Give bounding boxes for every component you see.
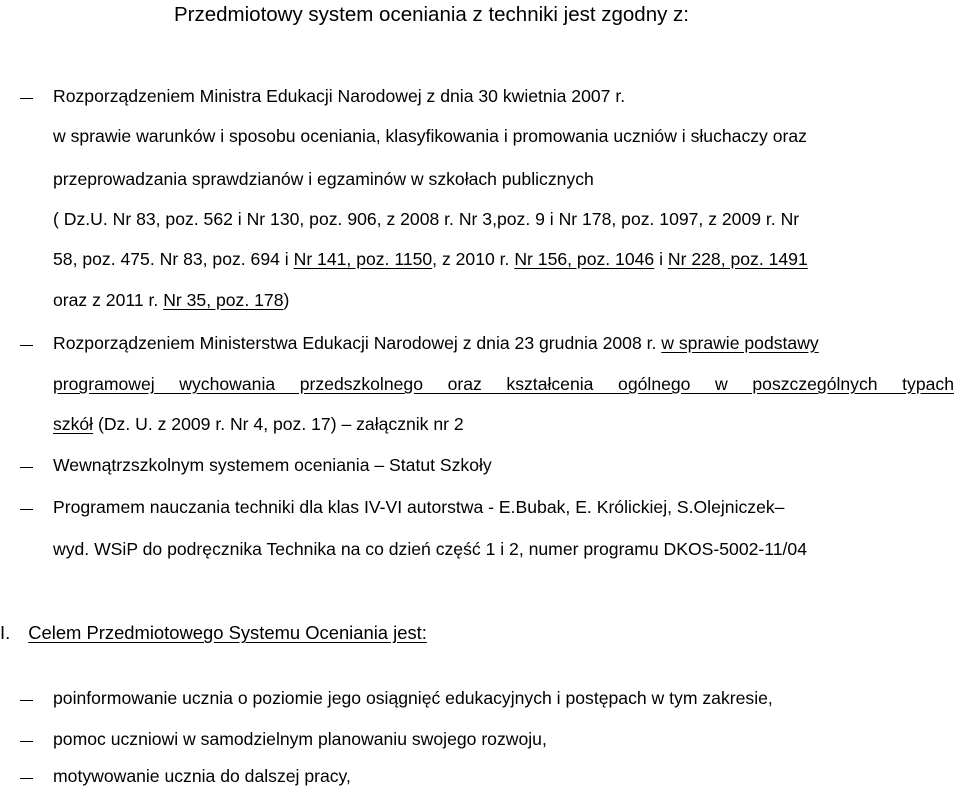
- regulation-1-line-4: ( Dz.U. Nr 83, poz. 562 i Nr 130, poz. 906, z 2008 r. Nr 3,poz. 9 i Nr 178, poz. 1097, z 2009 r. Nr: [53, 209, 800, 229]
- dash-bullet: [20, 345, 33, 346]
- school-statute-line: Wewnątrzszkolnym systemem oceniania – Statut Szkoły: [53, 455, 492, 475]
- dash-bullet: [20, 778, 33, 779]
- regulation-1-line-2: w sprawie warunków i sposobu oceniania, klasyfikowania i promowania uczniów i słuchaczy oraz: [53, 126, 807, 146]
- regulation-2-text: Rozporządzeniem Ministerstwa Edukacji Narodowej z dnia 23 grudnia 2008 r.: [53, 333, 662, 353]
- regulation-1-line-5: [53, 249, 808, 270]
- regulation-2-underlined: w sprawie podstawy: [661, 333, 819, 353]
- citation-underlined: Nr 156, poz. 1046: [514, 249, 655, 269]
- citation-text: 58, poz. 475. Nr 83, poz. 694 i: [53, 249, 294, 269]
- citation-text: , z 2010 r.: [432, 249, 515, 269]
- goal-item: motywowanie ucznia do dalszej pracy,: [53, 766, 351, 786]
- curriculum-line-1: Programem nauczania techniki dla klas IV-VI autorstwa - E.Bubak, E. Królickiej, S.Olejniczek–: [53, 497, 785, 517]
- citation-text: ): [283, 290, 290, 310]
- section-heading-text: Celem Przedmiotowego Systemu Oceniania jest:: [28, 622, 427, 643]
- curriculum-line-2: wyd. WSiP do podręcznika Technika na co dzień część 1 i 2, numer programu DKOS-5002-11/04: [53, 539, 807, 559]
- dash-bullet: [20, 700, 33, 701]
- section-heading: [0, 622, 427, 644]
- regulation-2-line-2: programowej wychowania przedszkolnego oraz kształcenia ogólnego w poszczególnych typach: [53, 374, 954, 394]
- regulation-2-text: (Dz. U. z 2009 r. Nr 4, poz. 17) – załącznik nr 2: [93, 414, 464, 434]
- regulation-1-line-3: przeprowadzania sprawdzianów i egzaminów w szkołach publicznych: [53, 169, 594, 189]
- dash-bullet: [20, 509, 33, 510]
- dash-bullet: [20, 98, 33, 99]
- regulation-1-line-1: Rozporządzeniem Ministra Edukacji Narodowej z dnia 30 kwietnia 2007 r.: [53, 86, 626, 106]
- goal-item: poinformowanie ucznia o poziomie jego osiągnięć edukacyjnych i postępach w tym zakresie,: [53, 688, 773, 708]
- page-title: Przedmiotowy system oceniania z techniki jest zgodny z:: [174, 3, 690, 26]
- regulation-2-underlined: szkół: [53, 414, 94, 434]
- citation-text: oraz z 2011 r.: [53, 290, 164, 310]
- dash-bullet: [20, 467, 33, 468]
- citation-underlined: Nr 141, poz. 1150: [293, 249, 433, 269]
- citation-underlined: Nr 228, poz. 1491: [667, 249, 808, 269]
- section-number: I.: [0, 622, 11, 643]
- regulation-2-line-1: [53, 333, 819, 354]
- citation-text: i: [654, 249, 668, 269]
- goal-item: pomoc uczniowi w samodzielnym planowaniu swojego rozwoju,: [53, 729, 547, 749]
- regulation-1-line-6: [53, 290, 289, 311]
- regulation-2-line-3: [53, 414, 464, 435]
- citation-underlined: Nr 35, poz. 178: [163, 290, 284, 310]
- dash-bullet: [20, 741, 33, 742]
